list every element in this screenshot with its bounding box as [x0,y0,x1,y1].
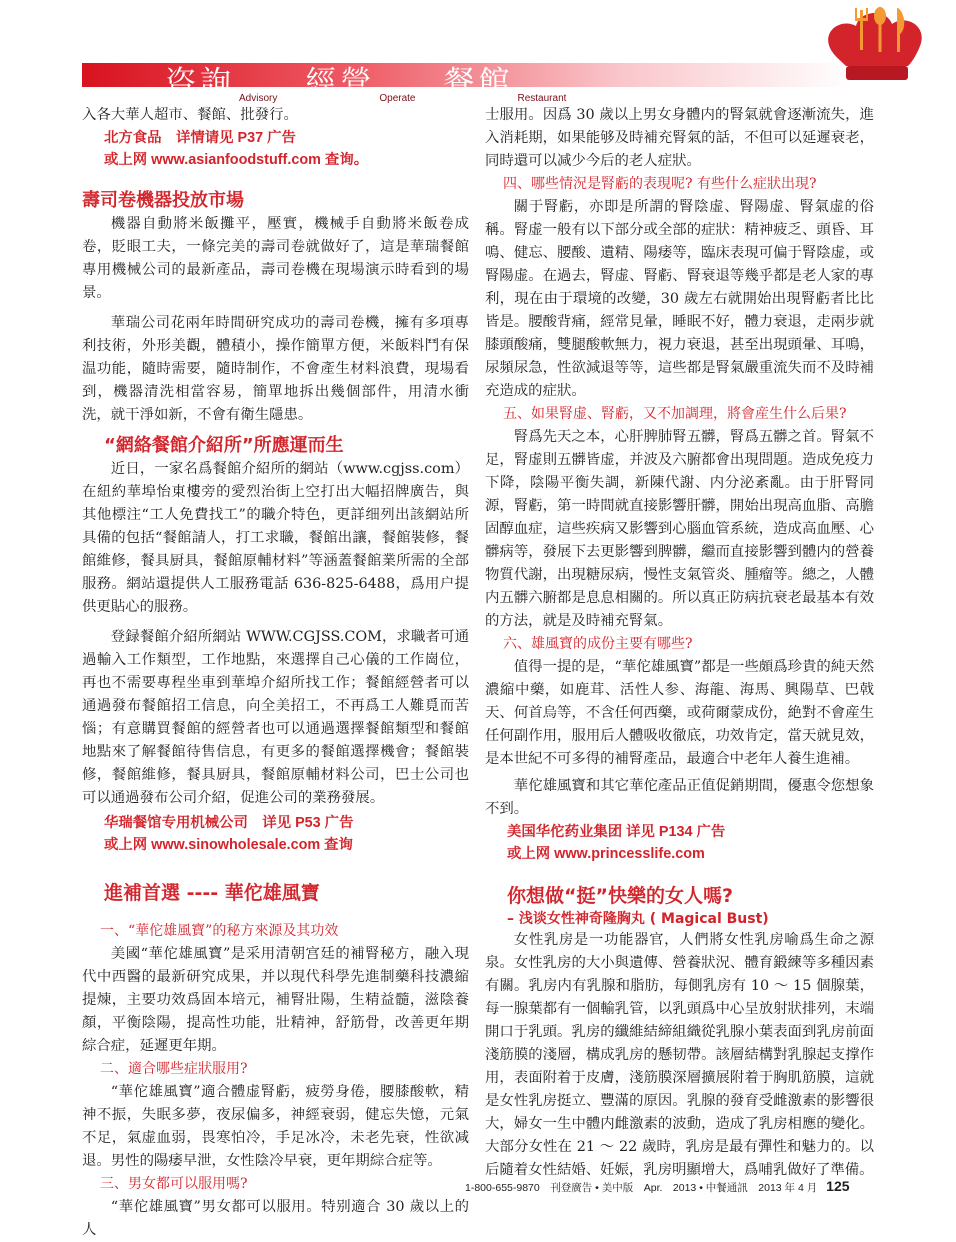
bust-section-title: 你想做“挺”快樂的女人嗎? [507,885,733,907]
ad-beifang-line2: 或上网 www.asianfoodstuff.com 查询。 [104,152,369,168]
left-column [82,104,469,1242]
bust-paragraph: 女性乳房是一功能器官，人們將女性乳房喻爲生命之源泉。女性乳房的大小與遺傳、營養狀況、體育鍛練等多種因素有關。乳房内有乳腺和脂肪，每側乳房有 10 ～ 15 個腺葉，每一腺葉都有一個輸乳管，以乳頭爲中心呈放射狀排列，末端開口于乳頭。乳房的纖維結締組織從乳腺小葉表面到乳房前面淺筋膜的淺層，構成乳房的懸韧帶。該層結構對乳腺起支撑作用，表面附着于皮膚，淺筋膜深層擴展附着于胸肌筋膜，這就是女性乳房挺立、豐滿的原因。乳腺的發育受雌激素的影響很大，婦女一生中體内雌激素的波動，造成了乳房相應的變化。大部分女性在 21 ～ 22 歲時，乳房是最有彈性和魅力的。以后隨着女性結婚、妊娠，乳房明顯增大，爲哺乳做好了準備。 [485,932,874,1178]
header-cn-advisory: 咨詢 [165,65,235,101]
question-6: 六、雄風寶的成份主要有哪些? [503,636,693,652]
header-title [165,57,594,104]
page-header [0,0,956,104]
answer-4: 關于腎虧，亦即是所謂的腎陰虚、腎陽虚、腎氣虚的俗稱。腎虚一般有以下部分或全部的症狀：精神疲乏、頭昏、耳鳴、健忘、腰酸、遺精、陽痿等，臨床表現可偏于腎陰虚，或腎陽虚。在過去，腎虚、腎虧、腎衰退等幾乎都是老人家的專利，現在由于環境的改變，30 歲左右就開始出現腎虧者比比皆是。腰酸背痛，經常見暈，睡眠不好，體力衰退，走兩步就膝頭酸痛，雙腿酸軟無力，視力衰退，甚至出現頭暈、耳鳴，尿頻尿急，性欲減退等等，這些都是腎氣嚴重流失而不及時補充造成的症狀。 [485,199,874,399]
question-5: 五、如果腎虚、腎虧，又不加調理，將會産生什么后果? [503,406,847,422]
header-en-advisory: Advisory [239,93,278,104]
answer-5: 腎爲先天之本，心肝脾肺腎五髒，腎爲五髒之首。腎氣不足，腎虚則五髒皆虚，并波及六腑都會出現問題。造成免疫力下降，陰陽平衡失調，新陳代謝、内分泌紊亂。由于肝腎同源，腎虧，第一時間就直接影響肝髒，開始出現高血脂、高膽固醇血症，這些疾病又影響到心腦血管系統，造成高血壓、心髒病等，發展下去更影響到脾髒，繼而直接影響到體内的營養物質代謝，出現糖尿病，慢性支氣管炎、腫瘤等。總之，人體内五髒六腑都是息息相關的。所以真正防病抗衰老最基本有效的方法，就是及時補充腎氣。 [485,429,874,629]
sushi-section-title: 壽司卷機器投放市場 [82,190,244,211]
header-en-operate: Operate [379,93,416,104]
huatuo-section-title: 進補首選 ---- 華佗雄風寶 [104,882,320,904]
ad-huatuo-line2: 或上网 www.princesslife.com [507,846,705,862]
answer-6: 值得一提的是，“華佗雄風寶”都是一些頗爲珍貴的純天然濃縮中藥，如鹿茸、活性人参、海龍、海馬、興陽草、巴戟天、何首烏等，不含任何西藥，或荷爾蒙成份，絶對不會産生任何副作用，服用后人體吸收徹底，功效肯定，當天就見效，是本世紀不可多得的補腎產品，最適合中老年人養生進補。 [485,659,874,767]
net-section-title: “網絡餐館介紹所”所應運而生 [104,435,344,456]
right-column [485,104,874,1182]
question-2: 二、適合哪些症狀服用? [100,1061,248,1077]
ad-huarui-line1: 华瑞餐馆专用机械公司 详见 P53 广告 [104,815,354,831]
promo-text: 華佗雄風寶和其它華佗產品正值促銷期間，優惠令您想象不到。 [485,778,874,817]
page-footer [465,1178,850,1195]
sushi-paragraph-1: 機器自動將米飯攤平，壓實，機械手自動將米飯卷成卷，貶眼工夫，一條完美的壽司卷就做好了，這是華瑞餐館專用機械公司的最新產品，壽司卷機在現場演示時看到的場景。 [82,216,469,301]
answer-3-continued: 士服用。因爲 30 歲以上男女身體内的腎氣就會逐漸流失，進入消耗期，如果能够及時補充腎氣的話，不但可以延遲衰老，同時還可以减少今后的老人症狀。 [485,107,874,169]
answer-1: 美國“華佗雄風寶”是采用清朝宫廷的補腎秘方，融入現代中西醫的最新研究成果，并以現代科學先進制藥科技濃縮提煉，主要功效爲固本培元，補腎壯陽，生精益髓，滋陰養顏，平衡陰陽，提高性功能，壯精神，舒筋骨，改善更年期綜合症，延遲更年期。 [82,946,469,1054]
ad-huatuo-line1: 美国华佗药业集团 详见 P134 广告 [507,824,726,840]
net-paragraph-2: 登録餐館介紹所網站 WWW.CGJSS.COM，求職者可通過輸入工作類型，工作地點，來選擇自己心儀的工作崗位，再也不需要專程坐車到華埠介紹所找工作；餐館經營者可以通過發布餐館招工信息，向全美招工，不再爲工人難覓而苦惱；有意購買餐館的經營者也可以通過選擇餐館類型和餐館地點來了解餐館待售信息，有更多的餐館選擇機會；餐館裝修，餐館維修，餐具厨具，餐館原輔材料公司，巴士公司也可以通過發布公司介紹，促進公司的業務發展。 [82,629,469,806]
page-number: 125 [826,1178,850,1194]
header-cn-operate: 經營 [305,65,376,101]
question-3: 三、男女都可以服用嗎? [100,1176,248,1192]
ad-beifang-line1: 北方食品 详情请见 P37 广告 [104,130,296,146]
ad-huarui-line2: 或上网 www.sinowholesale.com 查询 [104,837,353,853]
answer-2: “華佗雄風寶”適合體虚腎虧，疲勞身倦，腰膝酸軟，精神不振，失眠多夢，夜尿偏多，神經衰弱，健忘失憶，元氣不足，氣虚血弱，畏寒怕冷，手足冰冷，未老先衰，性欲减退。男性的陽痿早泄，女性陰冷早衰，更年期綜合症等。 [82,1084,469,1169]
bust-subtitle: – 浅谈女性神奇隆胸丸 ( Magical Bust) [507,911,769,927]
question-4: 四、哪些情況是腎虧的表現呢? 有些什么症狀出現? [503,176,817,192]
net-paragraph-1: 近日，一家名爲餐館介紹所的網站（www.cgjss.com）在紐約華埠怡東樓旁的愛烈治街上空打出大幅招牌廣告，與其他標注“工人免費找工”的職介特色，更詳细列出該網站所具備的包括“餐館請人，打工求職，餐館出讓，餐館裝修，餐館維修，餐具厨具，餐館原輔材料”等涵蓋餐館業所需的全部服務。網站還提供人工服務電話 636-825-6488，爲用户提供更貼心的服務。 [82,461,469,615]
sushi-paragraph-2: 華瑞公司花兩年時間研究成功的壽司卷機，擁有多項專利技術，外形美觀，體積小，操作簡單方便，米飯料鬥有保温功能，隨時需要，隨時制作，不會產生材料浪費，現場看到，機器清洗相當容易，簡單地拆出幾個部件，用清水衝洗，就干淨如新，不會有衛生隱患。 [82,315,469,423]
header-cn-restaurant: 餐館 [443,65,514,101]
intro-tail-text: 入各大華人超市、餐館、批發行。 [82,107,298,123]
answer-3: “華佗雄風寶”男女都可以服用。特别適合 30 歲以上的人 [82,1199,469,1238]
question-1: 一、“華佗雄風寶”的秘方來源及其功效 [100,923,339,939]
footer-text: 1-800-655-9870 刊登廣告 • 美中版 Apr. 2013 • 中餐通訊 2013 年 4 月 [465,1182,818,1194]
header-en-restaurant: Restaurant [517,93,567,104]
chef-hat-logo-icon [820,4,938,86]
